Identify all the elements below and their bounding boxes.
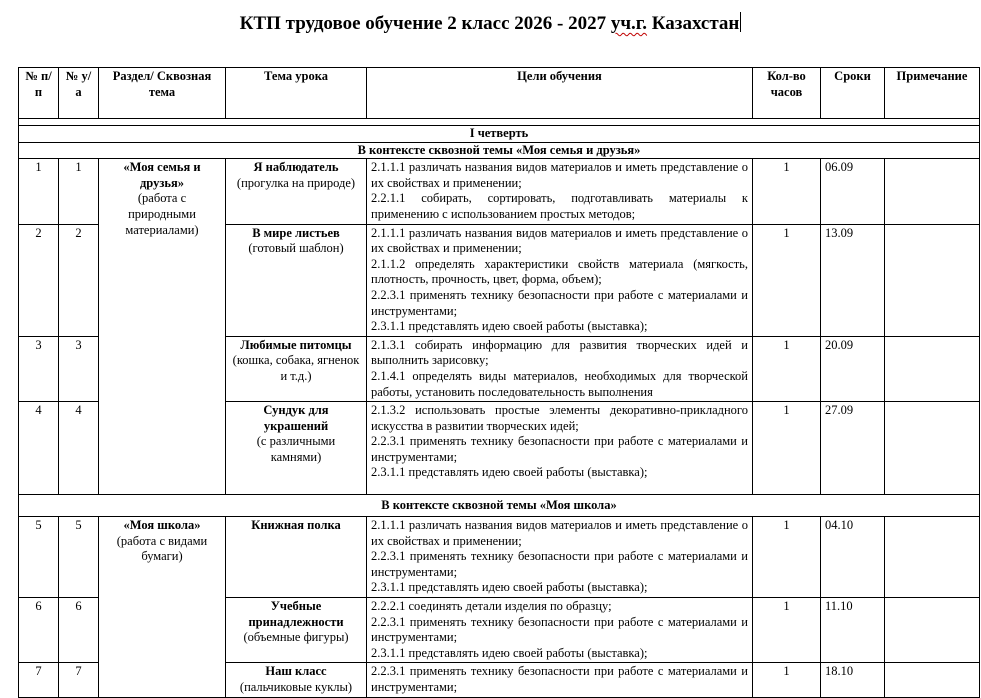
- page-title: [0, 12, 981, 36]
- quarter-label: I четверть: [19, 126, 980, 143]
- topic-subtitle: (пальчиковые куклы): [239, 680, 353, 695]
- goals-cell: [367, 517, 753, 598]
- notes-cell[interactable]: [885, 224, 980, 336]
- row-num: 3: [19, 336, 59, 401]
- goals-cell: [367, 598, 753, 663]
- goal-item: 2.2.1.1 собирать, сортировать, подготавливать материалы к применению с использованием простых методов;: [371, 191, 748, 221]
- header-dates: Сроки: [821, 68, 885, 119]
- section-title: «Моя семья и друзья»: [123, 160, 201, 190]
- hours-cell: 1: [753, 336, 821, 401]
- notes-cell[interactable]: [885, 402, 980, 495]
- title-suffix: Казахстан: [647, 13, 740, 34]
- section-cell: [99, 159, 226, 495]
- topic-title: Я наблюдатель: [253, 160, 339, 175]
- goal-item: 2.2.3.1 применять технику безопасности при работе с материалами и инструментами;: [371, 614, 748, 645]
- header-num-lesson: № у/а: [59, 68, 99, 119]
- hours-cell: 1: [753, 402, 821, 495]
- goal-item: 2.2.3.1 применять технику безопасности при работе с материалами и инструментами;: [371, 549, 748, 579]
- goal-item: 2.1.3.1 собирать информацию для развития творческих идей и выполнить зарисовку;: [371, 337, 748, 368]
- goals-cell: [367, 224, 753, 336]
- plan-table: [18, 67, 980, 698]
- header-notes: Примечание: [885, 68, 980, 119]
- header-num: № п/п: [19, 68, 59, 119]
- row-num: 7: [19, 663, 59, 697]
- notes-cell[interactable]: [885, 336, 980, 401]
- row-lesson-num: 7: [59, 663, 99, 697]
- context-label: В контексте сквозной темы «Моя семья и друзья»: [19, 142, 980, 159]
- row-lesson-num: 2: [59, 224, 99, 336]
- goal-item: 2.2.3.1 применять технику безопасности при работе с материалами и инструментами;: [371, 664, 748, 695]
- row-num: 2: [19, 224, 59, 336]
- header-section: Раздел/ Сквозная тема: [99, 68, 226, 119]
- topic-title: В мире листьев: [252, 225, 340, 240]
- topic-title: Наш класс: [265, 664, 327, 679]
- table-row: [19, 159, 980, 224]
- topic-cell: [226, 598, 367, 663]
- goal-item: 2.1.1.1 различать названия видов материалов и иметь представление о их свойствах и применении;: [371, 518, 748, 548]
- topic-cell: [226, 224, 367, 336]
- goal-item: 2.2.2.1 соединять детали изделия по образцу;: [371, 599, 612, 614]
- hours-cell: 1: [753, 663, 821, 697]
- date-cell: 11.10: [821, 598, 885, 663]
- section-subtitle: (работа с видами бумаги): [116, 533, 208, 564]
- table-row: [19, 517, 980, 598]
- topic-title: Учебные принадлежности: [248, 599, 344, 629]
- date-cell: 18.10: [821, 663, 885, 697]
- goal-item: 2.1.4.1 определять виды материалов, необходимых для творческой работы, установить последовательность выполнения: [371, 368, 748, 399]
- row-num: 6: [19, 598, 59, 663]
- notes-cell[interactable]: [885, 159, 980, 224]
- topic-title: Сундук для украшений: [263, 403, 329, 433]
- goal-item: 2.1.1.1 различать названия видов материалов и иметь представление о их свойствах и применении;: [371, 225, 748, 256]
- date-cell: 13.09: [821, 224, 885, 336]
- section-subtitle: (работа с природными материалами): [125, 191, 199, 237]
- row-num: 1: [19, 159, 59, 224]
- header-goals: Цели обучения: [367, 68, 753, 119]
- goal-item: 2.3.1.1 представлять идею своей работы (выставка);: [371, 645, 648, 660]
- goals-cell: [367, 663, 753, 697]
- topic-subtitle: (объемные фигуры): [243, 630, 349, 645]
- quarter-row: [19, 126, 980, 143]
- topic-cell: [226, 402, 367, 495]
- goal-item: 2.1.3.2 использовать простые элементы декоративно-прикладного искусства в развитии творческих идей;: [371, 403, 748, 433]
- goal-item: 2.2.3.1 применять технику безопасности при работе с материалами и инструментами;: [371, 287, 748, 318]
- section-cell: [99, 517, 226, 698]
- topic-title: Любимые питомцы: [240, 337, 352, 352]
- row-lesson-num: 1: [59, 159, 99, 224]
- date-cell: 20.09: [821, 336, 885, 401]
- row-num: 5: [19, 517, 59, 598]
- header-row: [19, 68, 980, 119]
- topic-title: Книжная полка: [251, 518, 341, 533]
- hours-cell: 1: [753, 517, 821, 598]
- topic-subtitle: (кошка, собака, ягненок и т.д.): [232, 353, 360, 383]
- goal-item: 2.1.1.2 определять характеристики свойств материала (мягкость, плотность, прочность, цвет, форма, объем);: [371, 256, 748, 287]
- notes-cell[interactable]: [885, 598, 980, 663]
- topic-subtitle: (готовый шаблон): [248, 241, 344, 256]
- row-lesson-num: 6: [59, 598, 99, 663]
- goals-cell: [367, 336, 753, 401]
- notes-cell[interactable]: [885, 517, 980, 598]
- topic-cell: [226, 663, 367, 697]
- text-cursor: [740, 12, 741, 32]
- date-cell: 06.09: [821, 159, 885, 224]
- hours-cell: 1: [753, 159, 821, 224]
- row-lesson-num: 4: [59, 402, 99, 495]
- row-lesson-num: 5: [59, 517, 99, 598]
- row-num: 4: [19, 402, 59, 495]
- topic-cell: [226, 517, 367, 598]
- goal-item: 2.2.3.1 применять технику безопасности при работе с материалами и инструментами;: [371, 434, 748, 464]
- topic-subtitle: (с различными камнями): [256, 434, 336, 464]
- notes-cell[interactable]: [885, 663, 980, 697]
- goals-cell: [367, 402, 753, 495]
- context-row: [19, 495, 980, 517]
- topic-subtitle: (прогулка на природе): [236, 175, 356, 190]
- date-cell: 27.09: [821, 402, 885, 495]
- topic-cell: [226, 336, 367, 401]
- hours-cell: 1: [753, 598, 821, 663]
- goal-item: 2.3.1.1 представлять идею своей работы (выставка);: [371, 580, 648, 595]
- goals-cell: [367, 159, 753, 224]
- row-lesson-num: 3: [59, 336, 99, 401]
- goal-item: 2.1.1.1 различать названия видов материалов и иметь представление о их свойствах и применении;: [371, 160, 748, 190]
- title-prefix: КТП трудовое обучение 2 класс 2026 - 2027: [239, 13, 611, 34]
- section-title: «Моя школа»: [123, 518, 201, 533]
- goal-item: 2.3.1.1 представлять идею своей работы (выставка);: [371, 319, 648, 334]
- context-row: [19, 142, 980, 159]
- date-cell: 04.10: [821, 517, 885, 598]
- goal-item: 2.3.1.1 представлять идею своей работы (выставка);: [371, 465, 648, 480]
- topic-cell: [226, 159, 367, 224]
- context-label: В контексте сквозной темы «Моя школа»: [19, 495, 980, 517]
- title-typo-word: уч.г.: [610, 13, 648, 34]
- header-topic: Тема урока: [226, 68, 367, 119]
- hours-cell: 1: [753, 224, 821, 336]
- header-hours: Кол-во часов: [753, 68, 821, 119]
